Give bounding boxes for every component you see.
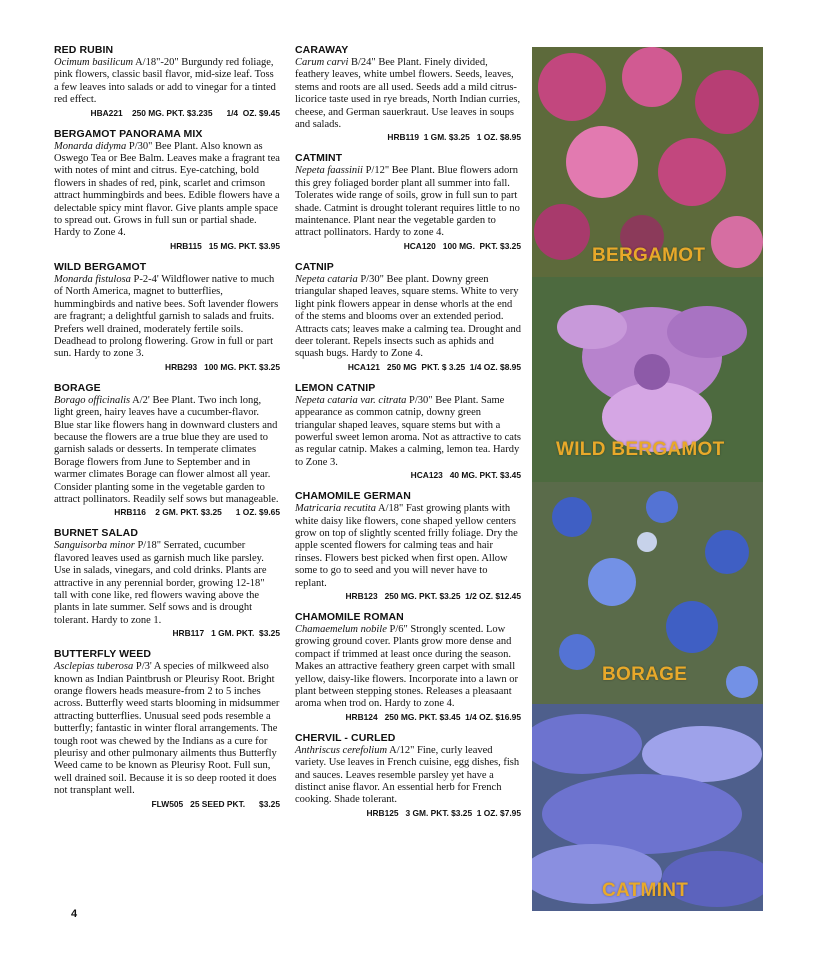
wild-bergamot-caption: WILD BERGAMOT: [556, 439, 725, 460]
price-line: FLW505 25 SEED PKT. $3.25: [151, 798, 280, 809]
right-column: [295, 44, 521, 819]
entry-borage: [54, 382, 280, 519]
entry-description: [54, 395, 280, 507]
price-line: HRB123 250 MG. PKT. $3.25 1/2 OZ. $12.45: [345, 591, 521, 601]
price-line: HRB115 15 MG. PKT. $3.95: [170, 240, 280, 251]
catmint-caption: CATMINT: [602, 880, 689, 901]
entry-description: [54, 57, 280, 107]
entry-butterfly-weed: [54, 648, 280, 809]
bergamot-photo: [532, 47, 763, 277]
left-column: [54, 44, 280, 810]
latin-name: Nepeta faassinii: [295, 165, 363, 177]
entry-title: BUTTERFLY WEED: [54, 648, 152, 661]
photo-strip: [532, 47, 763, 911]
bergamot-caption: BERGAMOT: [592, 245, 706, 266]
price-line: HBA221 250 MG. PKT. $3.235 1/4 OZ. $9.45: [90, 107, 280, 118]
entry-title: CHERVIL - CURLED: [295, 731, 396, 744]
entry-bergamot-panorama-mix: [54, 128, 280, 252]
entry-chervil-curled: [295, 732, 521, 819]
entry-title: CATNIP: [295, 260, 334, 273]
description-text: B/24" Bee Plant. Finely divided, feathery leaves, white umbel flowers. Seeds, leaves, stems and roots are all used. Seeds add a mild citrus-licorice taste used in rye breads, North Indian curries, cheese, and German sauerkraut. Use leaves in soups and salads.: [295, 57, 521, 131]
entry-title: CARAWAY: [295, 44, 349, 56]
entry-title: RED RUBIN: [54, 44, 114, 56]
price-line: HRB293 100 MG. PKT. $3.25: [165, 361, 280, 372]
catmint-photo: [532, 704, 763, 911]
borage-photo: [532, 482, 763, 704]
entry-burnet-salad: [54, 527, 280, 639]
entry-title: BURNET SALAD: [54, 527, 139, 540]
entry-description: [295, 57, 521, 131]
description-text: P/18" Serrated, cucumber flavored leaves used as garnish much like parsley. Use in salads, vinegars, and cold drinks. Plants are attractive in any perennial border, growing 12-18" tall with cone like, red flowers waving above the plants in late summer. Self sows and is drought tolerant. Hardy to zone 1.: [54, 540, 267, 626]
description-text: P/6" Strongly scented. Low growing ground cover. Plants grow more dense and compact if trimmed at least once during the season. Makes an attractive feathery green carpet with small yellow, daisy-like flowers. Incorporate into a lawn or plant between stepping stones. Releases a pleasaant aroma when trod on. Hardy to zone 4.: [295, 624, 518, 710]
price-line: HRB116 2 GM. PKT. $3.25 1 OZ. $9.65: [114, 507, 280, 518]
entry-description: [54, 274, 280, 361]
borage-caption: BORAGE: [602, 664, 688, 685]
entry-title: LEMON CATNIP: [295, 381, 376, 394]
entry-title: CATMINT: [295, 152, 343, 165]
entry-chamomile-german: [295, 490, 521, 602]
entry-description: [295, 503, 521, 590]
entry-description: [54, 540, 280, 627]
price-line: HCA120 100 MG. PKT. $3.25: [403, 240, 521, 251]
entry-catnip: [295, 261, 521, 373]
entry-description: [54, 141, 280, 240]
latin-name: Monarda didyma: [54, 140, 127, 152]
latin-name: Anthriscus cerefolium: [295, 744, 388, 756]
description-text: A/18" Fast growing plants with white daisy like flowers, cone shaped yellow centers grow on top of slightly scented frilly foliage. Dry the apple scented flowers for calming teas and hair rinses. Flowers best picked when first open. Allow some to go to seed and you will never have to replant.: [295, 503, 518, 589]
entry-description: [295, 745, 521, 807]
description-text: P/12" Bee Plant. Blue flowers adorn this grey foliaged border plant all summer into fall. Tolerates wide range of soils, grow in full sun to part shade. Catmint is drought tolerant requires little to no maintenance. Plant near the vegetable garden to attract pollinators. Hardy to zone 4.: [295, 165, 520, 239]
entry-lemon-catnip: [295, 382, 521, 481]
price-line: HCA121 250 MG PKT. $ 3.25 1/4 OZ. $8.95: [347, 361, 521, 372]
entry-title: BORAGE: [54, 381, 101, 394]
latin-name: Matricaria recutita: [295, 503, 376, 515]
price-line: HRB119 1 GM. $3.25 1 OZ. $8.95: [387, 132, 521, 143]
entry-description: [295, 395, 521, 469]
page-number: 4: [71, 908, 78, 920]
latin-name: Sanguisorba minor: [54, 540, 135, 552]
description-text: P-2-4' Wildflower native to much of North America, magnet to butterflies, hummingbirds and native bees. Soft lavender flowers are fragrant; a delightful garnish to salads and fruits. Prefers well drained, moderately fertile soils. Deadhead to prolong flowering. Grow in full or part sun. Hardy to zone 3.: [54, 273, 279, 360]
description-text: A/2' Bee Plant. Two inch long, light green, hairy leaves have a cucumber-flavor. Blue star like flowers hang in downward clusters and because the flowers are a true blue they are used to garnish salads or desserts. In temperate climates Borage flowers from June to September and in warmer climates Borage can flower almost all year. Consider planting some in the vegetable garden to attract pollinators. Readily self sows but manageable.: [54, 394, 279, 505]
latin-name: Ocimum basilicum: [54, 57, 134, 68]
description-text: P/30" Bee Plant. Same appearance as common catnip, downy green triangular shaped leaves, square stems but with a powerful sweet lemon aroma. Not as attractive to cats as regular catnip. Makes a calming, lemon tea. Hardy to Zone 3.: [295, 394, 521, 468]
price-line: HRB124 250 MG. PKT. $3.45 1/4 OZ. $16.95: [345, 711, 521, 722]
entry-title: CHAMOMILE GERMAN: [295, 490, 411, 503]
latin-name: Nepeta cataria var. citrata: [295, 394, 407, 406]
entry-description: [295, 274, 521, 361]
entry-title: WILD BERGAMOT: [54, 260, 147, 273]
latin-name: Chamaemelum nobile: [295, 624, 387, 635]
catmint-flowers: [532, 714, 763, 907]
entry-title: BERGAMOT PANORAMA MIX: [54, 127, 203, 140]
price-line: HCA123 40 MG. PKT. $3.45: [410, 470, 521, 481]
latin-name: Asclepias tuberosa: [54, 661, 134, 673]
bergamot-image: [532, 47, 763, 277]
entry-title: CHAMOMILE ROMAN: [295, 611, 404, 623]
price-line: HRB125 3 GM. PKT. $3.25 1 OZ. $7.95: [366, 807, 521, 818]
entry-caraway: [295, 44, 521, 143]
entry-description: [295, 624, 521, 711]
entry-description: [54, 661, 280, 797]
entry-wild-bergamot: [54, 261, 280, 373]
price-line: HRB117 1 GM. PKT. $3.25: [172, 628, 280, 639]
description-text: A/12" Fine, curly leaved variety. Use leaves in French cuisine, egg dishes, fish and sauces. Leaves resemble parsley yet have a distinct anise flavor. An essential herb for French cooking. Shade tolerant.: [295, 744, 520, 806]
description-text: A/18"-20" Burgundy red foliage, pink flowers, classic basil flavor, mid-size leaf. Toss a few leaves into salads or add to vinegar for a tinted red effect.: [54, 57, 276, 106]
description-text: P/3' A species of milkweed also known as Indian Paintbrush or Pleurisy Root. Bright orange flowers heads measure-from 2 to 5 inches across. Butterfly weed starts blooming in midsummer attracting butterflies. Unusual seed pods resemble a butterfly; fantastic in winter floral arrangements. The tough root was chewed by the Indians as a cure for pleurisy and other pulmonary ailments thus Butterfly Weed came to be known as Pleurisy Root. Full sun, well drained soil. Because it is so deep rooted it does not transplant well.: [54, 661, 280, 797]
latin-name: Monarda fistulosa: [54, 273, 131, 285]
entry-catmint: [295, 152, 521, 251]
latin-name: Nepeta cataria: [295, 273, 358, 285]
entry-red-rubin: [54, 44, 280, 119]
description-text: P/30" Bee plant. Downy green triangular shaped leaves, square stems. White to very light pink flowers appear in dense whorls at the end of the stems and blooms over an extended period. Attracts cats; leaves make a calming tea. Drought and deer tolerant. Repels insects such as aphids and squash bugs. Hardy to Zone 4.: [295, 273, 521, 360]
latin-name: Carum carvi: [295, 57, 349, 68]
latin-name: Borago officinalis: [54, 394, 131, 406]
wild-bergamot-photo: [532, 277, 763, 482]
entry-description: [295, 165, 521, 239]
entry-chamomile-roman: [295, 611, 521, 723]
description-text: P/30" Bee Plant. Also known as Oswego Tea or Bee Balm. Leaves make a fragrant tea with notes of mint and citrus. Eye-catching, bold flowers in shades of red, pink, scarlet and crimson attract hummingbirds and bees. Edible flowers have a delectable spicy mint flavor. Give plants ample space to spread out. Grows in full sun or partial shade. Hardy to Zone 4.: [54, 140, 280, 239]
